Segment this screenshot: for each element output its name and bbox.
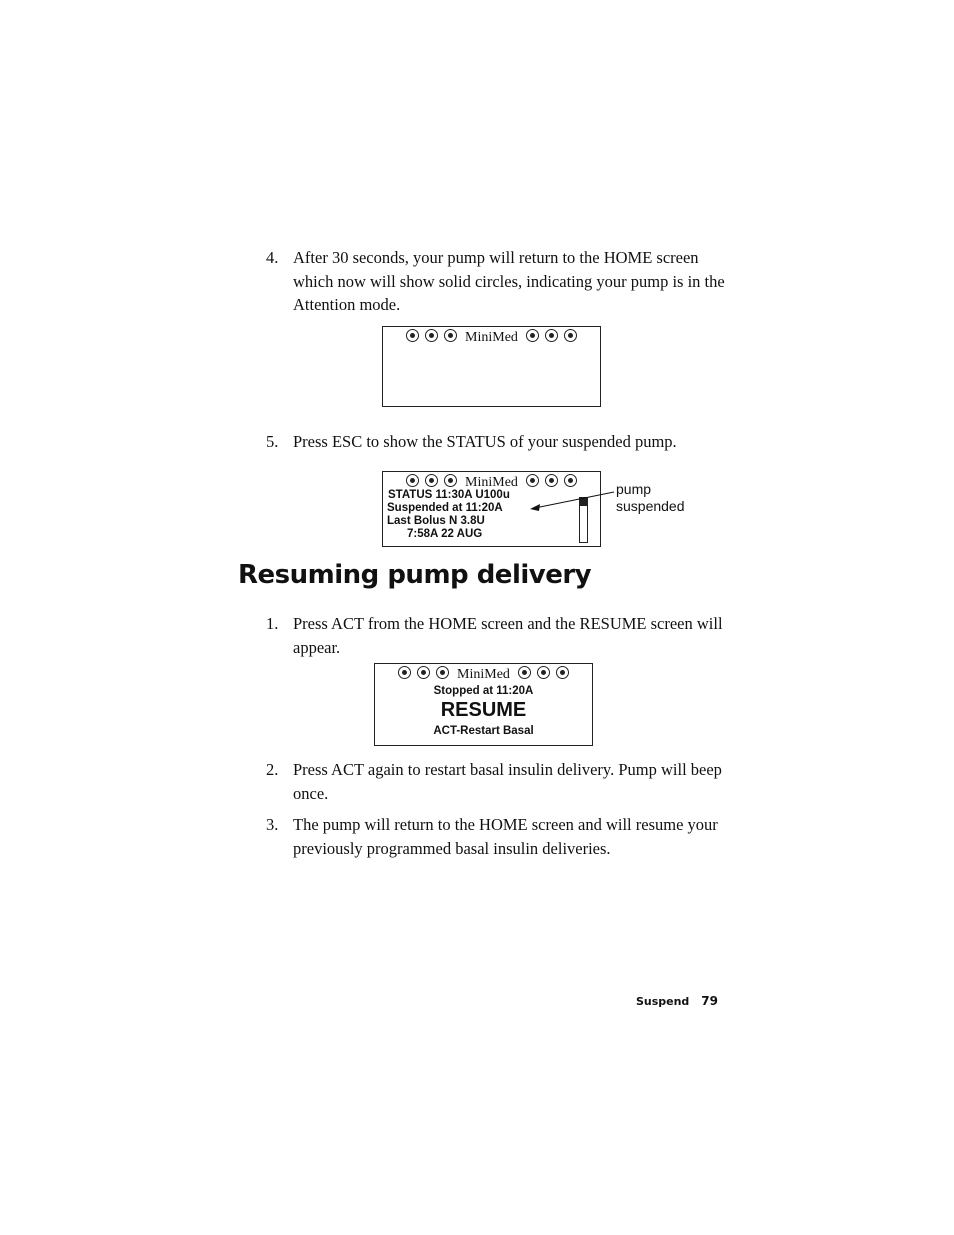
- step-number: 1.: [266, 614, 279, 633]
- solid-circle-icon: [417, 666, 430, 679]
- brand-label: MiniMed: [465, 330, 518, 345]
- step-1: [266, 612, 736, 659]
- solid-circle-icon: [406, 474, 419, 487]
- solid-circle-icon: [564, 329, 577, 342]
- screen-header: [375, 666, 592, 683]
- solid-circle-icon: [537, 666, 550, 679]
- solid-circle-icon: [545, 474, 558, 487]
- solid-circle-icon: [526, 329, 539, 342]
- step-text: The pump will return to the HOME screen and will resume your previously programmed basal insulin deliveries.: [293, 815, 718, 858]
- step-number: 3.: [266, 815, 279, 834]
- solid-circle-icon: [526, 474, 539, 487]
- step-number: 5.: [266, 432, 279, 451]
- solid-circle-icon: [425, 474, 438, 487]
- callout-line: suspended: [616, 498, 685, 514]
- footer-section: Suspend: [635, 995, 690, 1008]
- callout-line: pump: [616, 481, 652, 497]
- step-text: Press ACT from the HOME screen and the RESUME screen will appear.: [293, 614, 723, 657]
- resume-title: RESUME: [440, 699, 527, 721]
- restart-basal-line: ACT-Restart Basal: [433, 725, 534, 737]
- solid-circle-icon: [556, 666, 569, 679]
- callout-arrow-icon: [525, 488, 620, 518]
- step-3: [266, 813, 736, 860]
- solid-circle-icon: [425, 329, 438, 342]
- bolus-time-line: 7:58A 22 AUG: [407, 528, 483, 540]
- solid-circle-icon: [406, 329, 419, 342]
- solid-circle-icon: [436, 666, 449, 679]
- step-2: [266, 758, 736, 805]
- last-bolus-line: Last Bolus N 3.8U: [387, 515, 485, 527]
- solid-circle-icon: [444, 329, 457, 342]
- solid-circle-icon: [518, 666, 531, 679]
- step-4: [266, 246, 736, 317]
- step-number: 2.: [266, 760, 279, 779]
- screen-header: [383, 329, 600, 346]
- step-text: After 30 seconds, your pump will return to the HOME screen which now will show solid circles, indicating your pump is in the Attention mode.: [293, 248, 725, 314]
- step-number: 4.: [266, 248, 279, 267]
- step-text: Press ESC to show the STATUS of your suspended pump.: [293, 432, 677, 451]
- step-5: [266, 430, 736, 454]
- brand-label: MiniMed: [465, 475, 518, 490]
- step-text: Press ACT again to restart basal insulin delivery. Pump will beep once.: [293, 760, 722, 803]
- section-title: Resuming pump delivery: [238, 560, 592, 590]
- resume-screen-display: [374, 663, 593, 746]
- status-line: STATUS 11:30A U100u: [388, 489, 510, 501]
- stopped-line: Stopped at 11:20A: [433, 685, 534, 697]
- brand-label: MiniMed: [457, 667, 510, 682]
- solid-circle-icon: [398, 666, 411, 679]
- solid-circle-icon: [564, 474, 577, 487]
- solid-circle-icon: [444, 474, 457, 487]
- page-footer: [636, 994, 718, 1008]
- solid-circle-icon: [545, 329, 558, 342]
- pump-suspended-callout: [616, 481, 685, 515]
- home-screen-display: [382, 326, 601, 407]
- page-number: 79: [701, 994, 718, 1008]
- suspended-line: Suspended at 11:20A: [387, 502, 503, 514]
